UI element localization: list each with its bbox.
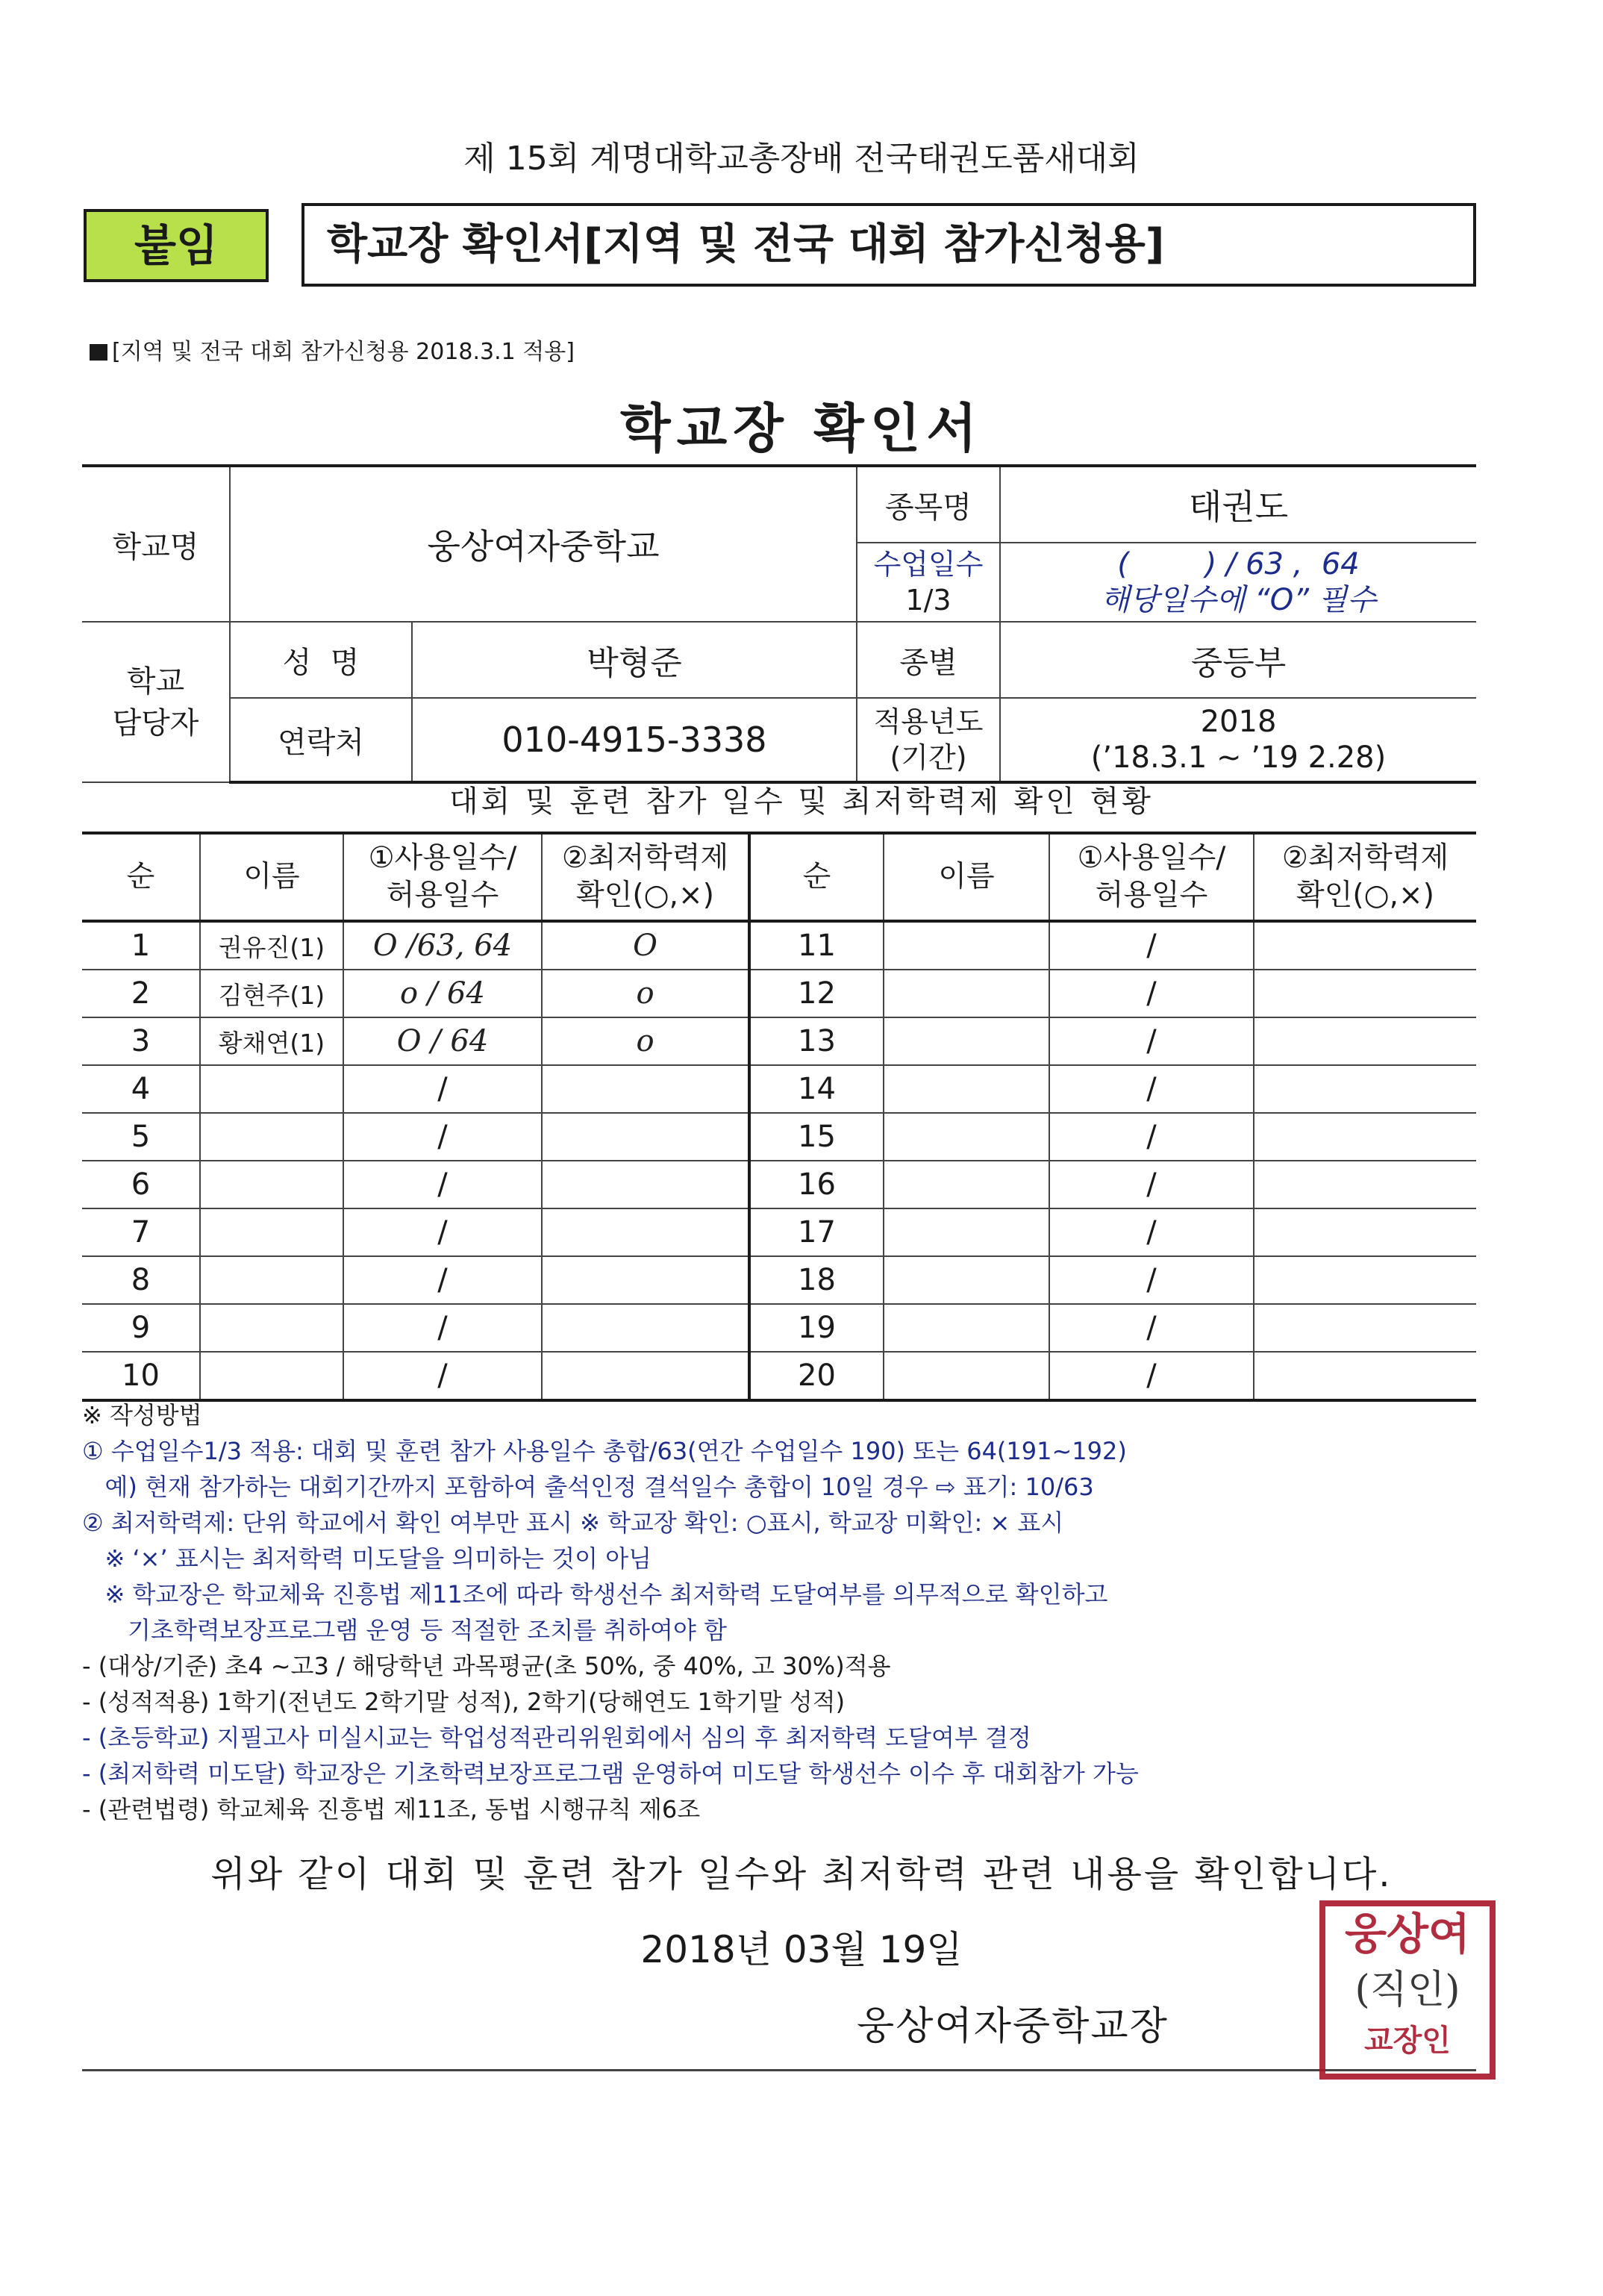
row-days-2: / [1049,1161,1254,1208]
row-days: / [343,1256,542,1304]
row-days: / [343,1065,542,1113]
class-days-value-line2: 해당일수에 “O” 필수 [1101,583,1376,617]
document-title: 학교장 확인서[지역 및 전국 대회 참가신청용] [301,203,1476,287]
row-name [200,1161,343,1208]
col-header-min-line1: ②최저학력제 [561,841,729,875]
name-value: 박형준 [412,622,857,698]
row-min-academic-2 [1254,1352,1476,1400]
row-number-2: 14 [749,1065,884,1113]
row-days: / [343,1113,542,1161]
row-name [200,1256,343,1304]
col-header-min-academic [542,833,749,921]
instruction-line: - (초등학교) 지필고사 미실시교는 학업성적관리위원회에서 심의 후 최저학력 도달여부 결정 [82,1723,1031,1752]
row-days-2: / [1049,1208,1254,1256]
row-name [200,1065,343,1113]
class-days-label [857,543,1000,622]
row-min-academic [542,1256,749,1304]
row-name-2 [884,1304,1049,1352]
row-name-2 [884,1113,1049,1161]
row-name [200,1352,343,1400]
row-days-2: / [1049,1017,1254,1065]
row-days: / [343,1304,542,1352]
row-number-2: 19 [749,1304,884,1352]
row-name: 황채연(1) [200,1017,343,1065]
info-table [82,464,1476,784]
row-name-2 [884,921,1049,970]
principal-name: 웅상여자중학교장 [857,2004,1169,2049]
instruction-line: 예) 현재 참가하는 대회기간까지 포함하여 출석인정 결석일수 총합이 10일 경우 ⇨ 표기: 10/63 [82,1473,1094,1501]
square-bullet-icon [90,344,107,361]
row-min-academic-2 [1254,1017,1476,1065]
contact-label-line1: 학교 [126,664,185,699]
instruction-line: - (성적적용) 1학기(전년도 2학기말 성적), 2학기(당해연도 1학기말 성적) [82,1688,846,1716]
row-number: 4 [82,1065,200,1113]
row-number-2: 12 [749,970,884,1017]
row-min-academic [542,1113,749,1161]
division-label: 종별 [857,622,1000,698]
table-row [82,1017,1476,1065]
row-name: 김현주(1) [200,970,343,1017]
row-min-academic [542,1352,749,1400]
row-min-academic-2 [1254,1161,1476,1208]
table-row [82,1065,1476,1113]
row-number: 3 [82,1017,200,1065]
row-number: 6 [82,1161,200,1208]
row-days: O /63, 64 [343,921,542,970]
row-days-2: / [1049,1304,1254,1352]
col-header-days-2 [1049,833,1254,921]
class-days-label-line1: 수업일수 [873,548,984,581]
row-number-2: 18 [749,1256,884,1304]
row-min-academic-2 [1254,1065,1476,1113]
col-header-days-line1: ①사용일수/ [368,841,517,875]
apply-year-value-line1: 2018 [1200,705,1277,739]
col-header-no: 순 [82,833,200,921]
confirmation-text: 위와 같이 대회 및 훈련 참가 일수와 최저학력 관련 내용을 확인합니다. [210,1853,1393,1895]
row-days: / [343,1208,542,1256]
attachment-badge: 붙임 [84,209,269,282]
row-number: 7 [82,1208,200,1256]
row-name-2 [884,1208,1049,1256]
phone-label: 연락처 [230,698,412,782]
seal-line1: 웅상여 [1344,1909,1471,1959]
row-min-academic [542,1065,749,1113]
row-min-academic: o [542,970,749,1017]
contact-label-line2: 담당자 [112,705,199,740]
row-min-academic: O [542,921,749,970]
official-seal-stamp [1319,1900,1496,2080]
row-number-2: 16 [749,1161,884,1208]
instruction-line: 기초학력보장프로그램 운영 등 적절한 조치를 취하여야 함 [82,1616,727,1644]
form-note [90,333,575,366]
doc-header: 제 15회 계명대학교총장배 전국태권도품새대회 [463,140,1140,178]
row-name-2 [884,1161,1049,1208]
row-name-2 [884,1352,1049,1400]
apply-year-label-line1: 적용년도 [873,705,984,738]
row-number: 10 [82,1352,200,1400]
table-row [82,1161,1476,1208]
col-header-days-line2: 허용일수 [386,879,499,912]
event-value: 태권도 [1000,466,1476,543]
table-row [82,1208,1476,1256]
table-row [82,1352,1476,1400]
col-header-days [343,833,542,921]
row-number-2: 13 [749,1017,884,1065]
row-min-academic-2 [1254,1113,1476,1161]
instruction-line: ※ ‘×’ 표시는 최저학력 미도달을 의미하는 것이 아님 [82,1544,652,1573]
row-number: 9 [82,1304,200,1352]
row-number-2: 11 [749,921,884,970]
row-min-academic-2 [1254,970,1476,1017]
school-label: 학교명 [82,466,230,622]
apply-year-label [857,698,1000,782]
class-days-value [1000,543,1476,622]
row-name [200,1113,343,1161]
row-days: O / 64 [343,1017,542,1065]
instructions [82,1397,1500,1827]
row-number: 8 [82,1256,200,1304]
contact-label [82,622,230,782]
row-number: 1 [82,921,200,970]
row-days: / [343,1161,542,1208]
class-days-label-line2: 1/3 [905,584,952,617]
apply-year-value [1000,698,1476,782]
col-header-days-2-line1: ①사용일수/ [1077,841,1226,875]
row-number: 2 [82,970,200,1017]
row-number-2: 20 [749,1352,884,1400]
row-number-2: 15 [749,1113,884,1161]
school-value: 웅상여자중학교 [230,466,857,622]
table-row [82,970,1476,1017]
seal-line2: (직인) [1354,1968,1460,2012]
instruction-line: ② 최저학력제: 단위 학교에서 확인 여부만 표시 ※ 학교장 확인: ○표시, 학교장 미확인: × 표시 [82,1509,1064,1537]
row-name-2 [884,970,1049,1017]
form-title: 학교장 확인서 [619,398,984,459]
row-name-2 [884,1017,1049,1065]
row-name [200,1304,343,1352]
instruction-line: ※ 작성방법 [82,1401,202,1429]
row-min-academic-2 [1254,1208,1476,1256]
apply-year-label-line2: (기간) [890,741,967,774]
row-min-academic-2 [1254,921,1476,970]
participation-table [82,832,1476,1402]
row-name-2 [884,1065,1049,1113]
row-name-2 [884,1256,1049,1304]
participation-rows [82,921,1476,1400]
form-note-text: [지역 및 전국 대회 참가신청용 2018.3.1 적용] [112,339,575,365]
issue-date: 2018년 03월 19일 [640,1928,963,1971]
row-days-2: / [1049,970,1254,1017]
class-days-value-line1: ( ) / 63 , 64 [1117,547,1360,581]
row-days: o / 64 [343,970,542,1017]
instruction-line: - (대상/기준) 초4 ~고3 / 해당학년 과목평균(초 50%, 중 40%, 고 30%)적용 [82,1652,891,1680]
row-number: 5 [82,1113,200,1161]
section-title: 대회 및 훈련 참가 일수 및 최저학력제 확인 현황 [449,784,1154,819]
table-row [82,1256,1476,1304]
col-header-min-2-line2: 확인(○,×) [1296,879,1434,912]
row-name [200,1208,343,1256]
col-header-days-2-line2: 허용일수 [1095,879,1208,912]
apply-year-value-line2: (’18.3.1 ~ ’19 2.28) [1090,740,1387,775]
col-header-name: 이름 [200,833,343,921]
seal-line3: 교장인 [1364,2023,1451,2058]
row-number-2: 17 [749,1208,884,1256]
instruction-line: ※ 학교장은 학교체육 진흥법 제11조에 따라 학생선수 최저학력 도달여부를 의무적으로 확인하고 [82,1580,1108,1609]
table-row [82,921,1476,970]
row-min-academic [542,1208,749,1256]
bottom-divider [82,2069,1476,2071]
table-row [82,1304,1476,1352]
row-days-2: / [1049,921,1254,970]
phone-value: 010-4915-3338 [412,698,857,782]
row-min-academic: o [542,1017,749,1065]
row-min-academic [542,1304,749,1352]
event-label: 종목명 [857,466,1000,543]
instruction-line: - (관련법령) 학교체육 진흥법 제11조, 동법 시행규칙 제6조 [82,1795,701,1824]
col-header-min-2-line1: ②최저학력제 [1281,841,1449,875]
instruction-line: ① 수업일수1/3 적용: 대회 및 훈련 참가 사용일수 총합/63(연간 수업일수 190) 또는 64(191~192) [82,1437,1127,1465]
row-days: / [343,1352,542,1400]
row-min-academic-2 [1254,1256,1476,1304]
row-days-2: / [1049,1065,1254,1113]
row-days-2: / [1049,1113,1254,1161]
col-header-min-line2: 확인(○,×) [576,879,714,912]
row-min-academic-2 [1254,1304,1476,1352]
table-row [82,1113,1476,1161]
row-days-2: / [1049,1256,1254,1304]
col-header-name-2: 이름 [884,833,1049,921]
col-header-min-academic-2 [1254,833,1476,921]
col-header-no-2: 순 [749,833,884,921]
division-value: 중등부 [1000,622,1476,698]
name-label: 성 명 [230,622,412,698]
row-name: 권유진(1) [200,921,343,970]
row-min-academic [542,1161,749,1208]
instruction-line: - (최저학력 미도달) 학교장은 기초학력보장프로그램 운영하여 미도달 학생선수 이수 후 대회참가 가능 [82,1759,1139,1788]
row-days-2: / [1049,1352,1254,1400]
